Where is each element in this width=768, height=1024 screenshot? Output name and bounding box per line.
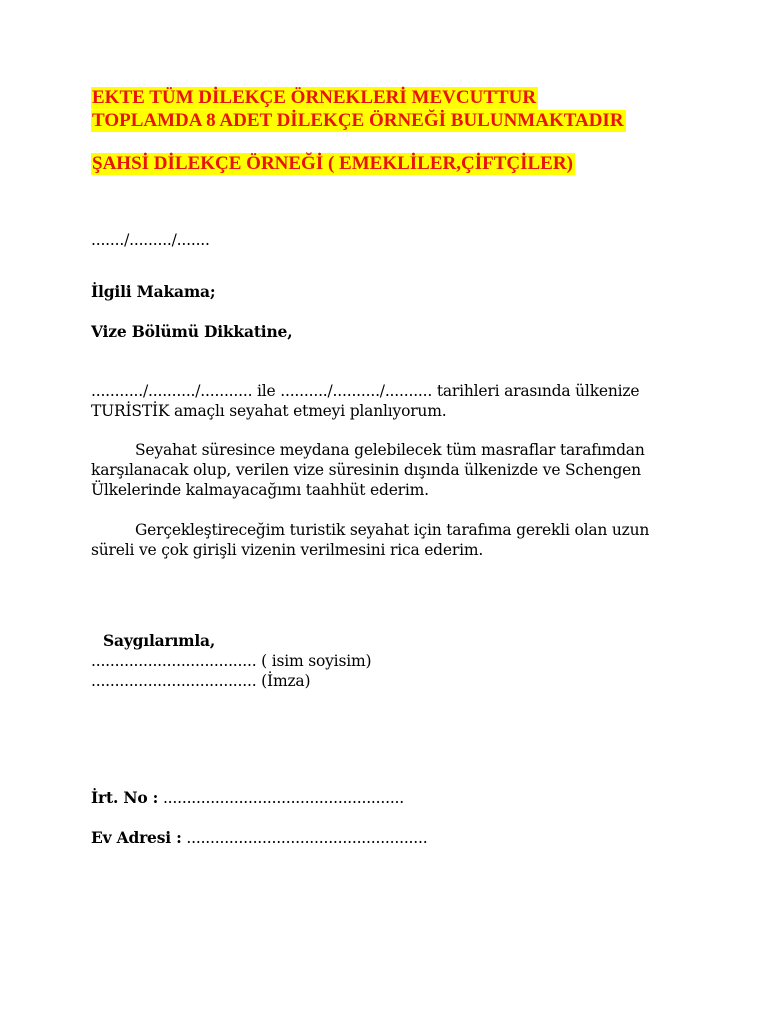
paragraph-2-line-2: karşılanacak olup, verilen vize süresinin dışında ülkenizde ve Schengen bbox=[91, 461, 641, 479]
address-dots: ................................................... bbox=[186, 829, 428, 847]
header-line-1: EKTE TÜM DİLEKÇE ÖRNEKLERİ MEVCUTTUR bbox=[92, 87, 537, 108]
attention-line: Vize Bölümü Dikkatine, bbox=[91, 322, 293, 341]
address-line bbox=[91, 828, 427, 848]
phone-line bbox=[91, 788, 404, 808]
closing: Saygılarımla, bbox=[103, 631, 216, 650]
phone-dots: ................................................... bbox=[162, 789, 405, 807]
signature-line: ................................... (İmza) bbox=[91, 672, 311, 690]
date-placeholder: ......./........./....... bbox=[91, 231, 210, 249]
phone-label: İrt. No : bbox=[91, 788, 159, 807]
header-line-3: ŞAHSİ DİLEKÇE ÖRNEĞİ ( EMEKLİLER,ÇİFTÇİLER) bbox=[92, 153, 573, 174]
address-label: Ev Adresi : bbox=[91, 828, 182, 847]
paragraph-1-line-1: .........../........../........... ile ........../........../.......... tarihleri arasında ülkenize bbox=[91, 382, 640, 400]
name-line: ................................... ( isim soyisim) bbox=[91, 652, 372, 670]
paragraph-1-line-2: TURİSTİK amaçlı seyahat etmeyi planlıyorum. bbox=[91, 402, 447, 420]
paragraph-3-line-1: Gerçekleştireceğim turistik seyahat için tarafıma gerekli olan uzun bbox=[135, 521, 650, 539]
paragraph-2-line-1: Seyahat süresince meydana gelebilecek tüm masraflar tarafımdan bbox=[135, 441, 645, 459]
header-line-2: TOPLAMDA 8 ADET DİLEKÇE ÖRNEĞİ BULUNMAKTADIR bbox=[92, 110, 624, 131]
paragraph-3-line-2: süreli ve çok girişli vizenin verilmesini rica ederim. bbox=[91, 541, 484, 559]
salutation: İlgili Makama; bbox=[91, 282, 216, 301]
paragraph-2-line-3: Ülkelerinde kalmayacağımı taahhüt ederim. bbox=[91, 481, 429, 499]
